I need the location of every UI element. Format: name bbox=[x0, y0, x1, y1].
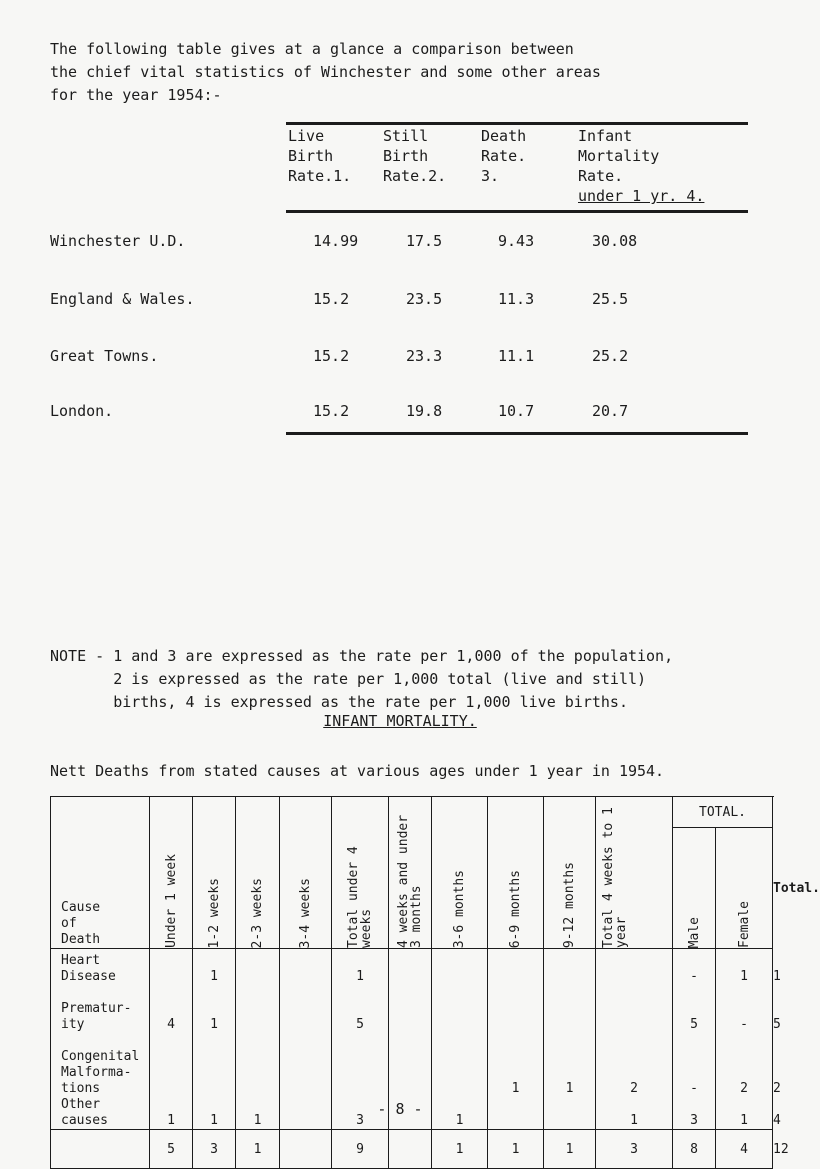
header-line: Cause bbox=[61, 900, 101, 915]
value-cell: 25.2 bbox=[592, 347, 629, 365]
total-cell: 1 bbox=[488, 1130, 544, 1169]
note-line: 2 is expressed as the rate per 1,000 total (live and still) bbox=[50, 670, 647, 688]
total-cell: 9 bbox=[332, 1130, 389, 1169]
col-header-text: Female bbox=[736, 901, 752, 948]
value-cell: 1 bbox=[630, 1113, 638, 1128]
header-line: Live bbox=[288, 127, 325, 145]
header-line: of bbox=[61, 916, 77, 931]
cause-name: Malforma- bbox=[61, 1065, 132, 1080]
total-cell: 4 bbox=[716, 1130, 773, 1169]
header-line: Death bbox=[61, 932, 101, 947]
value-cell: 1 bbox=[511, 1081, 520, 1096]
col-header-text: 3-6 months bbox=[452, 869, 467, 948]
page-number: - 8 - bbox=[377, 1100, 423, 1118]
col-header bbox=[236, 797, 280, 949]
header-line: Rate.1. bbox=[288, 167, 352, 185]
cause-name: Prematur- bbox=[61, 1001, 132, 1016]
note-text bbox=[50, 645, 673, 714]
table-body-row: Heart Disease Prematur- ity Congenital Malforma- tions Other causes 4 1 1 1 1 1 1 5 3 1 1 1 2 1 - 5 - 3 1 - 2 1 1 5 2 4 bbox=[51, 949, 773, 1130]
total-cell: 1 bbox=[236, 1130, 280, 1169]
header-line: under 1 yr. 4. bbox=[578, 187, 705, 205]
col-header bbox=[432, 797, 488, 949]
col-header bbox=[150, 797, 193, 949]
header-line: Birth bbox=[288, 147, 334, 165]
table-rule-header bbox=[286, 210, 748, 213]
header-line: Death bbox=[481, 127, 527, 145]
total-cell: 1 bbox=[432, 1130, 488, 1169]
cause-header bbox=[51, 797, 150, 949]
table-header-row bbox=[51, 797, 773, 828]
col-header bbox=[193, 797, 236, 949]
value-cell: 15.2 bbox=[313, 290, 350, 308]
col-header-text: 3-4 weeks bbox=[298, 877, 313, 948]
area-label: Winchester U.D. bbox=[50, 232, 186, 250]
col-header-text: Total under 4 weeks bbox=[346, 846, 374, 948]
value-cell: 10.7 bbox=[498, 402, 535, 420]
value-cell: 3 bbox=[356, 1113, 364, 1128]
value-cell: 1 bbox=[740, 1113, 748, 1128]
value-cell: 2 bbox=[740, 1081, 748, 1096]
value-cell: 1 bbox=[167, 1113, 175, 1128]
value-cell: 5 bbox=[356, 1017, 364, 1032]
col-header-text: Male bbox=[686, 916, 702, 948]
cause-name: ity bbox=[61, 1017, 85, 1032]
value-cell: 1 bbox=[253, 1113, 262, 1128]
cause-name: Disease bbox=[61, 969, 116, 984]
value-cell: 9.43 bbox=[498, 232, 535, 250]
value-cell: 1 bbox=[210, 969, 218, 984]
value-cell: 14.99 bbox=[313, 232, 359, 250]
value-cell: 1 bbox=[356, 969, 364, 984]
value-cell: 15.2 bbox=[313, 347, 350, 365]
vital-col-header bbox=[578, 126, 704, 206]
header-line: Birth bbox=[383, 147, 429, 165]
header-line: Rate. bbox=[578, 167, 624, 185]
section-subtitle: Nett Deaths from stated causes at various ages under 1 year in 1954. bbox=[50, 762, 665, 780]
area-label: London. bbox=[50, 402, 114, 420]
infant-mortality-title: INFANT MORTALITY. bbox=[323, 712, 477, 730]
header-line: Rate. bbox=[481, 147, 527, 165]
vital-col-header bbox=[288, 126, 351, 186]
intro-line: The following table gives at a glance a comparison between bbox=[50, 40, 574, 58]
value-cell: 1 bbox=[565, 1081, 574, 1096]
total-cell bbox=[389, 1130, 432, 1169]
value-cell: 23.3 bbox=[406, 347, 443, 365]
value-cell: 1 bbox=[210, 1113, 218, 1128]
col-header-text: 1-2 weeks bbox=[206, 877, 222, 948]
value-cell: 1 bbox=[740, 969, 748, 984]
col-header-text: 4 weeks and under 3 months bbox=[396, 814, 424, 948]
intro-text bbox=[50, 38, 601, 107]
value-cell: - bbox=[690, 1081, 698, 1096]
intro-line: the chief vital statistics of Winchester and some other areas bbox=[50, 63, 601, 81]
total-cell: 8 bbox=[673, 1130, 716, 1169]
value-cell: 20.7 bbox=[592, 402, 629, 420]
total-group-label: TOTAL. bbox=[699, 804, 746, 820]
col-header bbox=[332, 797, 389, 949]
col-header-text: Total 4 weeks to 1 year bbox=[601, 807, 629, 948]
intro-line: for the year 1954:- bbox=[50, 86, 222, 104]
header-line: Rate.2. bbox=[383, 167, 447, 185]
header-line: Mortality bbox=[578, 147, 660, 165]
header-line: 3. bbox=[481, 167, 500, 185]
value-cell: 19.8 bbox=[406, 402, 443, 420]
total-cell bbox=[280, 1130, 332, 1169]
total-group-header bbox=[673, 797, 773, 828]
vital-col-header bbox=[481, 126, 526, 186]
table-total-row: 5 3 1 9 1 1 1 3 8 4 12 bbox=[51, 1130, 773, 1169]
cause-name: causes bbox=[61, 1113, 108, 1128]
value-cell: 2 bbox=[630, 1081, 638, 1096]
col-header-text: 2-3 weeks bbox=[250, 877, 265, 948]
col-header bbox=[389, 797, 432, 949]
col-header-text: Total. bbox=[773, 880, 820, 896]
note-line: births, 4 is expressed as the rate per 1,000 live births. bbox=[50, 693, 628, 711]
value-cell: 1 bbox=[210, 1017, 218, 1032]
value-cell: 5 bbox=[690, 1017, 698, 1032]
total-cell: 5 bbox=[150, 1130, 193, 1169]
total-label-cell bbox=[51, 1130, 150, 1169]
cause-name: Heart bbox=[61, 953, 101, 968]
col-header-text: 9-12 months bbox=[562, 861, 577, 948]
total-cell: 1 bbox=[544, 1130, 596, 1169]
note-line: NOTE - 1 and 3 are expressed as the rate per 1,000 of the population, bbox=[50, 647, 674, 665]
value-cell: 11.3 bbox=[498, 290, 535, 308]
header-line: Infant bbox=[578, 127, 633, 145]
col-header-text: 6-9 months bbox=[508, 869, 523, 948]
value-cell: 17.5 bbox=[406, 232, 443, 250]
col-header bbox=[488, 797, 544, 949]
col-header-text: Under 1 week bbox=[163, 854, 179, 948]
section-title bbox=[0, 712, 800, 730]
col-header bbox=[673, 828, 716, 949]
area-label: England & Wales. bbox=[50, 290, 195, 308]
value-cell: 1 bbox=[455, 1113, 464, 1128]
value-cell: 23.5 bbox=[406, 290, 443, 308]
col-header bbox=[544, 797, 596, 949]
col-header bbox=[596, 797, 673, 949]
col-header bbox=[716, 828, 773, 949]
value-cell: - bbox=[740, 1017, 748, 1032]
value-cell: 15.2 bbox=[313, 402, 350, 420]
col-header bbox=[280, 797, 332, 949]
area-label: Great Towns. bbox=[50, 347, 159, 365]
value-cell: 3 bbox=[690, 1113, 698, 1128]
value-cell: 4 bbox=[167, 1017, 175, 1032]
vital-col-header bbox=[383, 126, 446, 186]
total-cell: 3 bbox=[193, 1130, 236, 1169]
table-rule-top bbox=[286, 122, 748, 125]
value-cell: - bbox=[690, 969, 698, 984]
value-cell: 11.1 bbox=[498, 347, 535, 365]
value-cell: 25.5 bbox=[592, 290, 629, 308]
cause-name: tions bbox=[61, 1081, 101, 1096]
cause-name: Congenital bbox=[61, 1049, 140, 1064]
header-line: Still bbox=[383, 127, 429, 145]
cause-name: Other bbox=[61, 1097, 101, 1112]
total-cell: 3 bbox=[596, 1130, 673, 1169]
value-cell: 30.08 bbox=[592, 232, 638, 250]
table-rule-bottom bbox=[286, 432, 748, 435]
